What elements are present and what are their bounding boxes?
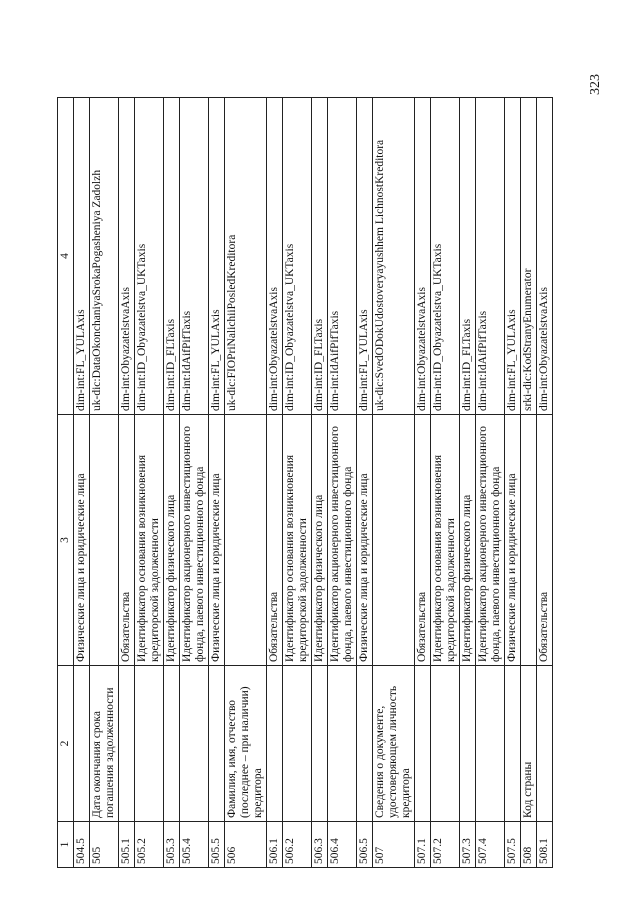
cell-description: Физические лица и юридические лица: [505, 415, 521, 666]
cell-axis: dim-int:ID_Obyazatelstva_UKTaxis: [283, 98, 312, 415]
cell-axis: dim-int:ObyazatelstvaAxis: [267, 98, 283, 415]
cell-code: 507.2: [431, 822, 460, 868]
cell-name: Код страны: [521, 666, 537, 822]
cell-description: [90, 415, 119, 666]
cell-code: 507.1: [415, 822, 431, 868]
cell-name: [357, 666, 373, 822]
page-number: 323: [588, 74, 603, 96]
cell-description: Идентификатор основания возникновения кредиторской задолженности: [283, 415, 312, 666]
cell-code: 506.2: [283, 822, 312, 868]
cell-description: Идентификатор основания возникновения кредиторской задолженности: [135, 415, 164, 666]
table-row: [357, 98, 373, 868]
table-row: [209, 98, 225, 868]
cell-description: Идентификатор акционерного инвестиционного фонда, паевого инвестиционного фонда: [476, 415, 505, 666]
header-col-4: 4: [58, 98, 74, 415]
cell-description: Физические лица и юридические лица: [209, 415, 225, 666]
table-row: [164, 98, 180, 868]
cell-code: 506.4: [328, 822, 357, 868]
cell-name: Сведения о документе, удостоверяющем личность кредитора: [373, 666, 415, 822]
cell-name: [505, 666, 521, 822]
cell-axis: dim-int:ObyazatelstvaAxis: [537, 98, 553, 415]
cell-code: 505.3: [164, 822, 180, 868]
cell-description: Идентификатор физического лица: [312, 415, 328, 666]
table-row: [460, 98, 476, 868]
cell-name: Фамилия, имя, отчество (последнее – при наличии) кредитора: [225, 666, 267, 822]
data-table: [57, 97, 553, 868]
cell-description: [225, 415, 267, 666]
table-row: [521, 98, 537, 868]
cell-name: [119, 666, 135, 822]
table-row: [537, 98, 553, 868]
cell-name: [415, 666, 431, 822]
cell-name: [312, 666, 328, 822]
cell-axis: dim-int:IdAifPifTaxis: [328, 98, 357, 415]
cell-description: Идентификатор акционерного инвестиционного фонда, паевого инвестиционного фонда: [328, 415, 357, 666]
rotated-page: [57, 0, 587, 905]
cell-name: [267, 666, 283, 822]
cell-name: [180, 666, 209, 822]
cell-axis: dim-int:FL_YULAxis: [357, 98, 373, 415]
cell-code: 505.1: [119, 822, 135, 868]
cell-name: [135, 666, 164, 822]
cell-code: 507.4: [476, 822, 505, 868]
cell-name: [209, 666, 225, 822]
cell-name: [460, 666, 476, 822]
cell-code: 505.4: [180, 822, 209, 868]
table-body: [74, 98, 553, 868]
table-row: [505, 98, 521, 868]
cell-name: [328, 666, 357, 822]
cell-name: [476, 666, 505, 822]
cell-axis: uk-dic:DataOkonchaniyaSrokaPogasheniya Zadolzh: [90, 98, 119, 415]
cell-code: 505.2: [135, 822, 164, 868]
cell-description: Идентификатор физического лица: [164, 415, 180, 666]
cell-code: 506.1: [267, 822, 283, 868]
cell-code: 505: [90, 822, 119, 868]
cell-description: Идентификатор физического лица: [460, 415, 476, 666]
cell-axis: dim-int:IdAifPifTaxis: [180, 98, 209, 415]
table-header-row: [58, 98, 74, 868]
cell-axis: dim-int:ID_FLTaxis: [312, 98, 328, 415]
cell-axis: uk-dic:FIOPriNalichiiPosledKreditora: [225, 98, 267, 415]
cell-axis: dim-int:IdAifPifTaxis: [476, 98, 505, 415]
table-row: [283, 98, 312, 868]
table-row: [180, 98, 209, 868]
table-row: [373, 98, 415, 868]
cell-code: 505.5: [209, 822, 225, 868]
cell-name: [164, 666, 180, 822]
cell-code: 506.3: [312, 822, 328, 868]
table-row: [90, 98, 119, 868]
cell-description: Идентификатор акционерного инвестиционного фонда, паевого инвестиционного фонда: [180, 415, 209, 666]
cell-axis: dim-int:ObyazatelstvaAxis: [415, 98, 431, 415]
cell-description: Обязательства: [537, 415, 553, 666]
cell-code: 504.5: [74, 822, 90, 868]
table-row: [267, 98, 283, 868]
table-row: [135, 98, 164, 868]
cell-axis: dim-int:ID_Obyazatelstva_UKTaxis: [135, 98, 164, 415]
cell-code: 507.3: [460, 822, 476, 868]
cell-code: 508.1: [537, 822, 553, 868]
cell-code: 506: [225, 822, 267, 868]
cell-code: 507.5: [505, 822, 521, 868]
cell-axis: dim-int:ID_Obyazatelstva_UKTaxis: [431, 98, 460, 415]
table-row: [312, 98, 328, 868]
cell-axis: dim-int:FL_YULAxis: [74, 98, 90, 415]
table-sheet: [57, 20, 587, 868]
cell-axis: dim-int:FL_YULAxis: [505, 98, 521, 415]
header-col-3: 3: [58, 415, 74, 666]
cell-axis: srki-dic:KodStranyEnumerator: [521, 98, 537, 415]
cell-description: Физические лица и юридические лица: [74, 415, 90, 666]
cell-description: Обязательства: [267, 415, 283, 666]
cell-axis: uk-dic:SvedODokUdostoveryayushhem LichnostKreditora: [373, 98, 415, 415]
cell-name: Дата окончания срока погашения задолженности: [90, 666, 119, 822]
cell-name: [74, 666, 90, 822]
table-row: [225, 98, 267, 868]
cell-name: [431, 666, 460, 822]
cell-description: Физические лица и юридические лица: [357, 415, 373, 666]
cell-description: [521, 415, 537, 666]
cell-description: Идентификатор основания возникновения кредиторской задолженности: [431, 415, 460, 666]
table-row: [431, 98, 460, 868]
cell-name: [283, 666, 312, 822]
table-row: [328, 98, 357, 868]
cell-axis: dim-int:FL_YULAxis: [209, 98, 225, 415]
cell-axis: dim-int:ID_FLTaxis: [460, 98, 476, 415]
cell-name: [537, 666, 553, 822]
cell-code: 507: [373, 822, 415, 868]
cell-code: 508: [521, 822, 537, 868]
table-row: [476, 98, 505, 868]
cell-description: Обязательства: [415, 415, 431, 666]
header-col-1: 1: [58, 822, 74, 868]
header-col-2: 2: [58, 666, 74, 822]
cell-axis: dim-int:ObyazatelstvaAxis: [119, 98, 135, 415]
table-row: [119, 98, 135, 868]
cell-axis: dim-int:ID_FLTaxis: [164, 98, 180, 415]
table-row: [74, 98, 90, 868]
cell-description: Обязательства: [119, 415, 135, 666]
table-row: [415, 98, 431, 868]
cell-description: [373, 415, 415, 666]
cell-code: 506.5: [357, 822, 373, 868]
